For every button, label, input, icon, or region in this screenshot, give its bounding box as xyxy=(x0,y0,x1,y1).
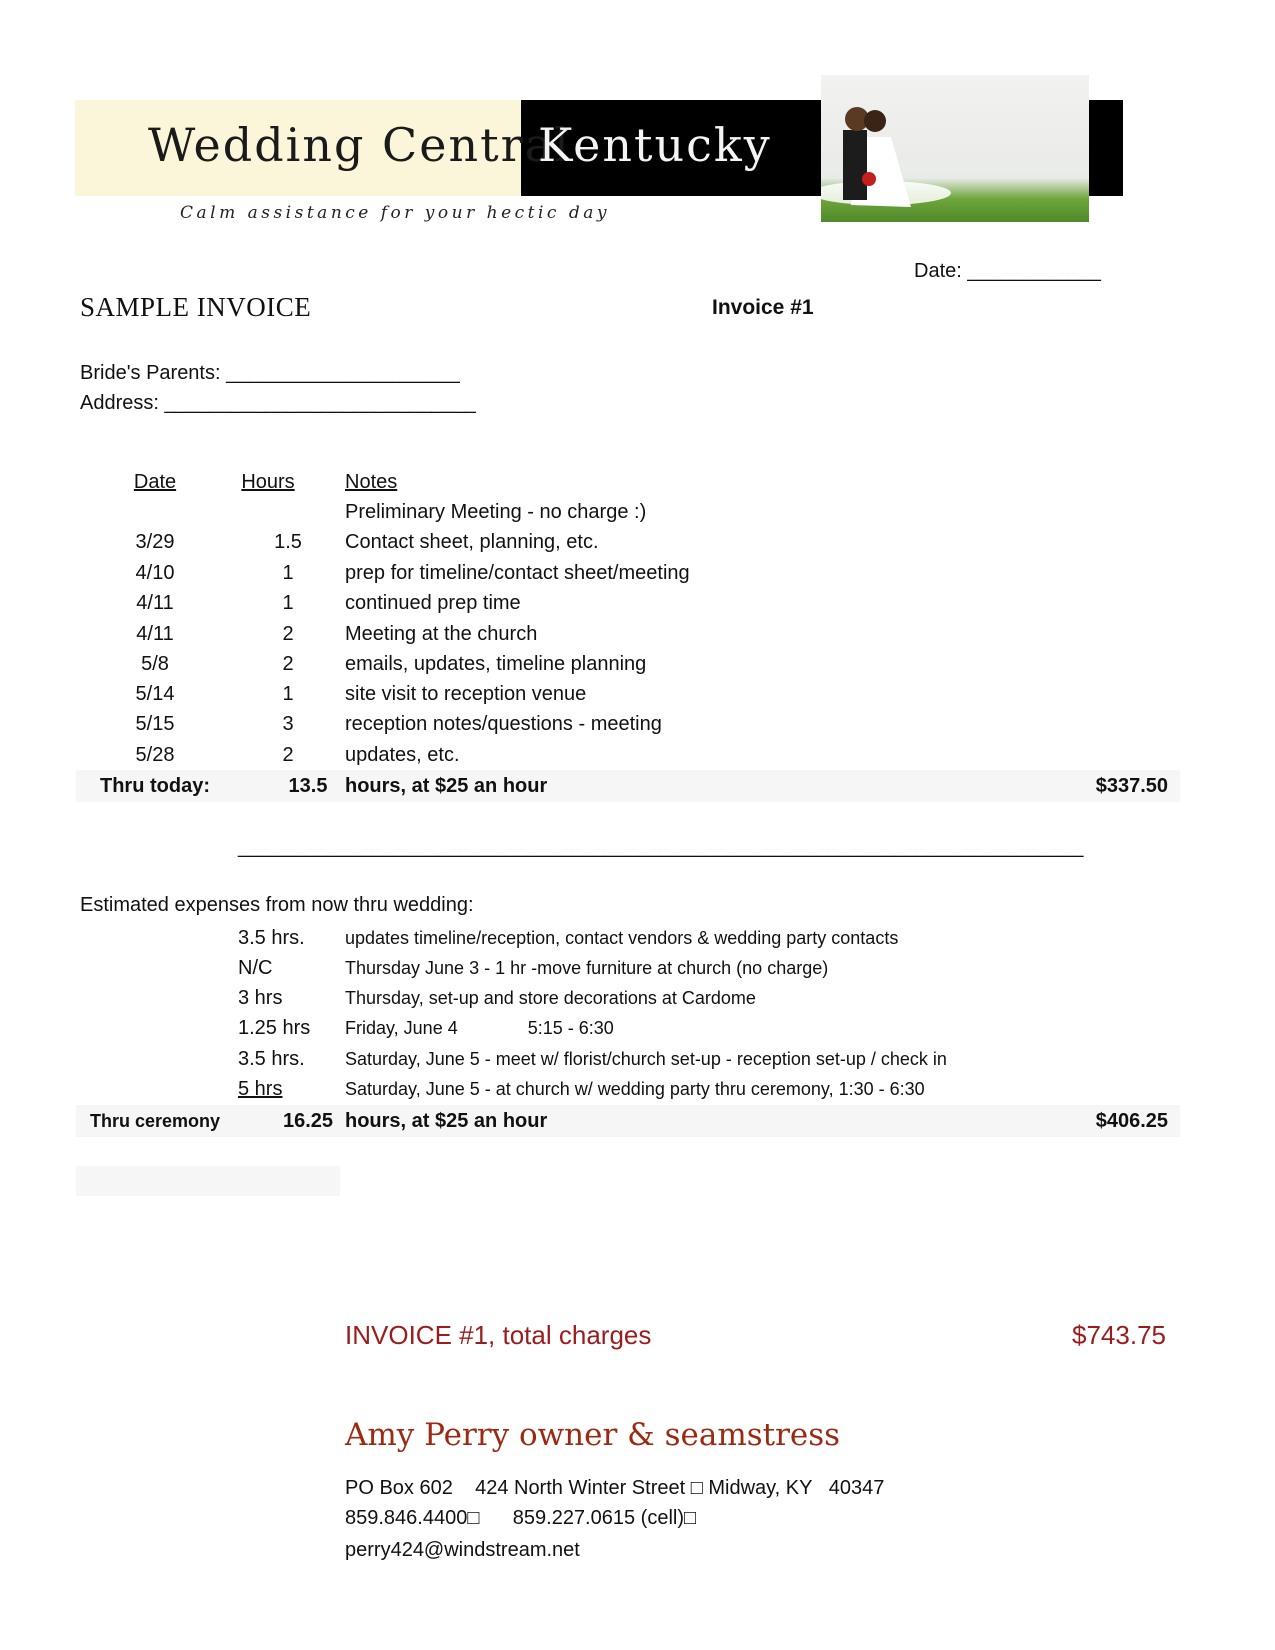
table-row xyxy=(0,620,1275,648)
estimate-hours: 3.5 hrs. xyxy=(238,927,305,949)
footer-phones: 859.846.4400□ 859.227.0615 (cell)□ xyxy=(345,1507,697,1529)
estimate-desc: updates timeline/reception, contact vendors & wedding party contacts xyxy=(345,928,899,948)
grand-total-amount: $743.75 xyxy=(1072,1320,1166,1350)
row-hours: 1.5 xyxy=(274,531,302,553)
divider-line: ____________________________________________________________________________ xyxy=(238,836,1084,858)
estimate-hours: N/C xyxy=(238,957,273,979)
brand-name-right: Kentucky xyxy=(538,118,772,172)
footer-address: PO Box 602 424 North Winter Street □ Midway, KY 40347 xyxy=(345,1477,885,1499)
row-hours: 1 xyxy=(282,683,294,705)
row-hours: 2 xyxy=(282,623,294,645)
column-header-date: Date xyxy=(133,471,177,493)
estimate-total-amount: $406.25 xyxy=(1095,1110,1168,1132)
page-title: SAMPLE INVOICE xyxy=(80,292,312,322)
column-header-notes: Notes xyxy=(345,471,398,493)
invoice-number: Invoice #1 xyxy=(712,296,814,319)
row-hours: 2 xyxy=(282,744,294,766)
row-date: 4/10 xyxy=(135,562,175,584)
tagline: Calm assistance for your hectic day xyxy=(180,203,610,223)
row-notes: site visit to reception venue xyxy=(345,683,587,705)
row-hours: 3 xyxy=(282,713,294,735)
table-row xyxy=(0,741,1275,769)
subtotal-label: Thru today: xyxy=(100,775,210,797)
grand-total-label: INVOICE #1, total charges xyxy=(345,1320,652,1350)
signature: Amy Perry owner & seamstress xyxy=(345,1417,841,1453)
estimate-row xyxy=(0,954,1275,982)
row-date: 4/11 xyxy=(136,623,174,645)
footer-email[interactable]: perry424@windstream.net xyxy=(345,1539,580,1561)
estimate-hours: 3 hrs xyxy=(238,987,283,1009)
row-date: 5/8 xyxy=(141,653,169,675)
row-date: 5/28 xyxy=(135,744,175,766)
address-field: Address: ____________________________ xyxy=(80,392,476,414)
estimate-hours: 5 hrs xyxy=(238,1078,283,1100)
table-header xyxy=(0,468,1275,496)
estimate-row xyxy=(0,1075,1275,1103)
estimate-desc: Saturday, June 5 - meet w/ florist/church set-up - reception set-up / check in xyxy=(345,1049,947,1069)
subtotal-amount: $337.50 xyxy=(1095,775,1168,797)
row-notes: Meeting at the church xyxy=(345,623,538,645)
estimate-total-text: hours, at $25 an hour xyxy=(345,1110,548,1132)
row-notes: Preliminary Meeting - no charge :) xyxy=(345,501,647,523)
estimate-desc: Thursday, set-up and store decorations at Cardome xyxy=(345,988,756,1008)
brand-name-left: Wedding Central xyxy=(148,118,571,172)
estimate-heading: Estimated expenses from now thru wedding: xyxy=(80,894,474,916)
row-date: 5/14 xyxy=(135,683,175,705)
estimate-row xyxy=(0,924,1275,952)
estimate-total-hours: 16.25 xyxy=(283,1110,334,1132)
row-notes: updates, etc. xyxy=(345,744,460,766)
estimate-row xyxy=(0,1014,1275,1042)
row-hours: 1 xyxy=(282,592,294,614)
table-row xyxy=(0,589,1275,617)
row-notes: emails, updates, timeline planning xyxy=(345,653,647,675)
row-notes: prep for timeline/contact sheet/meeting xyxy=(345,562,690,584)
subtotal-row xyxy=(76,770,1180,802)
row-notes: continued prep time xyxy=(345,592,521,614)
estimate-total-row xyxy=(76,1105,1180,1137)
brides-parents-field: Bride's Parents: _____________________ xyxy=(80,362,460,384)
row-notes: reception notes/questions - meeting xyxy=(345,713,662,735)
table-row xyxy=(0,528,1275,556)
row-hours: 2 xyxy=(282,653,294,675)
row-date: 5/15 xyxy=(135,713,175,735)
column-header-hours: Hours xyxy=(241,471,295,493)
table-row xyxy=(0,559,1275,587)
estimate-row xyxy=(0,1045,1275,1073)
subtotal-text: hours, at $25 an hour xyxy=(345,775,548,797)
row-hours: 1 xyxy=(282,562,294,584)
table-row xyxy=(0,498,1275,526)
row-notes: Contact sheet, planning, etc. xyxy=(345,531,599,553)
estimate-hours: 1.25 hrs xyxy=(238,1017,311,1039)
row-date: 4/11 xyxy=(136,592,174,614)
table-row xyxy=(0,680,1275,708)
estimate-total-label: Thru ceremony xyxy=(90,1111,221,1131)
couple-illustration xyxy=(821,75,1089,222)
subtotal-hours: 13.5 xyxy=(288,775,328,797)
estimate-desc: Thursday June 3 - 1 hr -move furniture at church (no charge) xyxy=(345,958,829,978)
estimate-hours: 3.5 hrs. xyxy=(238,1048,305,1070)
blank-shaded-cell xyxy=(76,1166,340,1196)
row-date: 3/29 xyxy=(135,531,175,553)
estimate-row xyxy=(0,984,1275,1012)
estimate-desc: Saturday, June 5 - at church w/ wedding party thru ceremony, 1:30 - 6:30 xyxy=(345,1079,925,1099)
table-row xyxy=(0,650,1275,678)
estimate-desc: Friday, June 4 5:15 - 6:30 xyxy=(345,1018,614,1038)
date-field: Date: ____________ xyxy=(914,260,1101,282)
table-row xyxy=(0,710,1275,738)
couple-photo xyxy=(821,75,1089,222)
